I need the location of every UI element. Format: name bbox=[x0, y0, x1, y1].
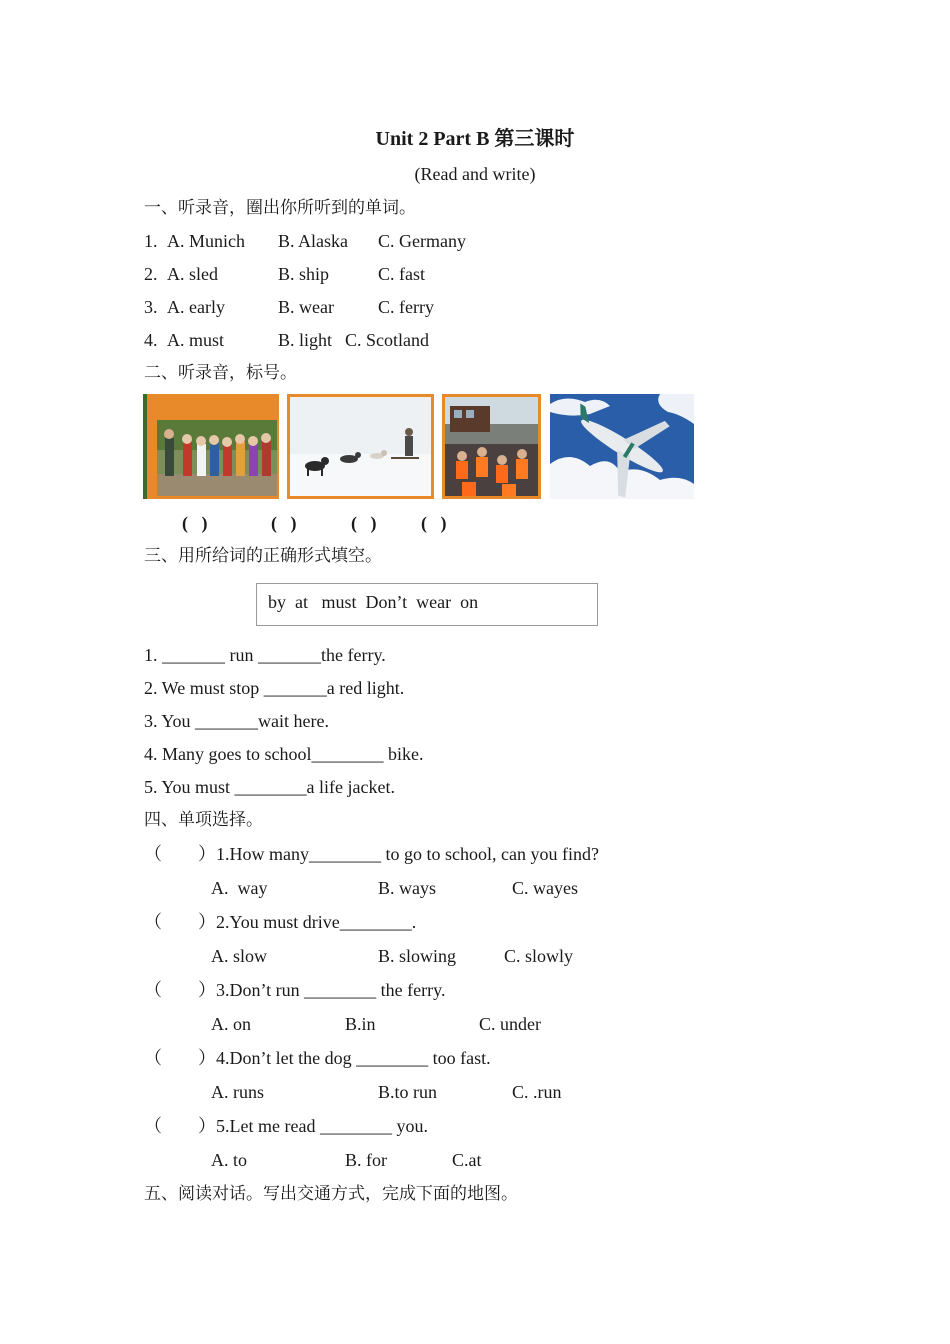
option-b: B.to run bbox=[378, 1082, 438, 1102]
option-a: A. runs bbox=[211, 1082, 264, 1102]
answer-blank-2[interactable]: ( ) bbox=[271, 513, 297, 533]
dog-sled-picture bbox=[287, 394, 434, 499]
option-b: B. Alaska bbox=[278, 231, 348, 251]
page-title: Unit 2 Part B 第三课时 bbox=[375, 128, 575, 150]
option-c: C. ferry bbox=[378, 297, 434, 317]
option-b: B. ways bbox=[378, 878, 436, 898]
option-b: B. ship bbox=[278, 264, 330, 284]
question-text: （ ）3.Don’t run ________ the ferry. bbox=[144, 980, 446, 1000]
children-walking-picture bbox=[143, 394, 279, 499]
option-c: C.at bbox=[452, 1150, 482, 1170]
item-number: 3. bbox=[144, 297, 158, 317]
option-a: A. must bbox=[167, 330, 225, 350]
answer-blank-3[interactable]: ( ) bbox=[351, 513, 377, 533]
airplane-picture bbox=[550, 394, 694, 499]
section5-heading: 五、阅读对话。写出交通方式，完成下面的地图。 bbox=[144, 1184, 518, 1204]
option-b: B. wear bbox=[278, 297, 334, 317]
section4-heading: 四、单项选择。 bbox=[144, 810, 263, 830]
section2-heading: 二、听录音，标号。 bbox=[144, 363, 297, 383]
option-c: C. under bbox=[479, 1014, 541, 1034]
item-number: 4. bbox=[144, 330, 158, 350]
option-b: B. for bbox=[345, 1150, 387, 1170]
word-bank-box: by at must Don’t wear on bbox=[256, 583, 598, 626]
option-b: B. light bbox=[278, 330, 333, 350]
option-a: A. Munich bbox=[167, 231, 245, 251]
option-b: B.in bbox=[345, 1014, 376, 1034]
option-a: A. sled bbox=[167, 264, 218, 284]
fill-blank-item-2: 2. We must stop _______a red light. bbox=[144, 678, 405, 698]
item-number: 1. bbox=[144, 231, 158, 251]
section1-heading: 一、听录音，圈出你所听到的单词。 bbox=[144, 198, 416, 218]
question-text: （ ）1.How many________ to go to school, can you find? bbox=[144, 844, 599, 864]
option-b: B. slowing bbox=[378, 946, 457, 966]
answer-blank-4[interactable]: ( ) bbox=[421, 513, 447, 533]
item-number: 2. bbox=[144, 264, 158, 284]
question-text: （ ）5.Let me read ________ you. bbox=[144, 1116, 428, 1136]
ferry-life-jackets-picture bbox=[442, 394, 541, 499]
fill-blank-item-5: 5. You must ________a life jacket. bbox=[144, 777, 395, 797]
option-a: A. on bbox=[211, 1014, 251, 1034]
option-c: C. wayes bbox=[512, 878, 578, 898]
option-c: C. .run bbox=[512, 1082, 562, 1102]
answer-blank-1[interactable]: ( ) bbox=[182, 513, 208, 533]
fill-blank-item-1: 1. _______ run _______the ferry. bbox=[144, 645, 386, 665]
fill-blank-item-4: 4. Many goes to school________ bike. bbox=[144, 744, 424, 764]
option-c: C. slowly bbox=[504, 946, 574, 966]
question-text: （ ）2.You must drive________. bbox=[144, 912, 417, 932]
option-a: A. early bbox=[167, 297, 225, 317]
option-a: A. slow bbox=[211, 946, 268, 966]
page-subtitle: (Read and write) bbox=[414, 164, 536, 184]
section3-heading: 三、用所给词的正确形式填空。 bbox=[144, 546, 382, 566]
option-c: C. fast bbox=[378, 264, 425, 284]
option-c: C. Germany bbox=[378, 231, 466, 251]
fill-blank-item-3: 3. You _______wait here. bbox=[144, 711, 329, 731]
option-c: C. Scotland bbox=[345, 330, 429, 350]
option-a: A. way bbox=[211, 878, 268, 898]
question-text: （ ）4.Don’t let the dog ________ too fast. bbox=[144, 1048, 491, 1068]
option-a: A. to bbox=[211, 1150, 247, 1170]
